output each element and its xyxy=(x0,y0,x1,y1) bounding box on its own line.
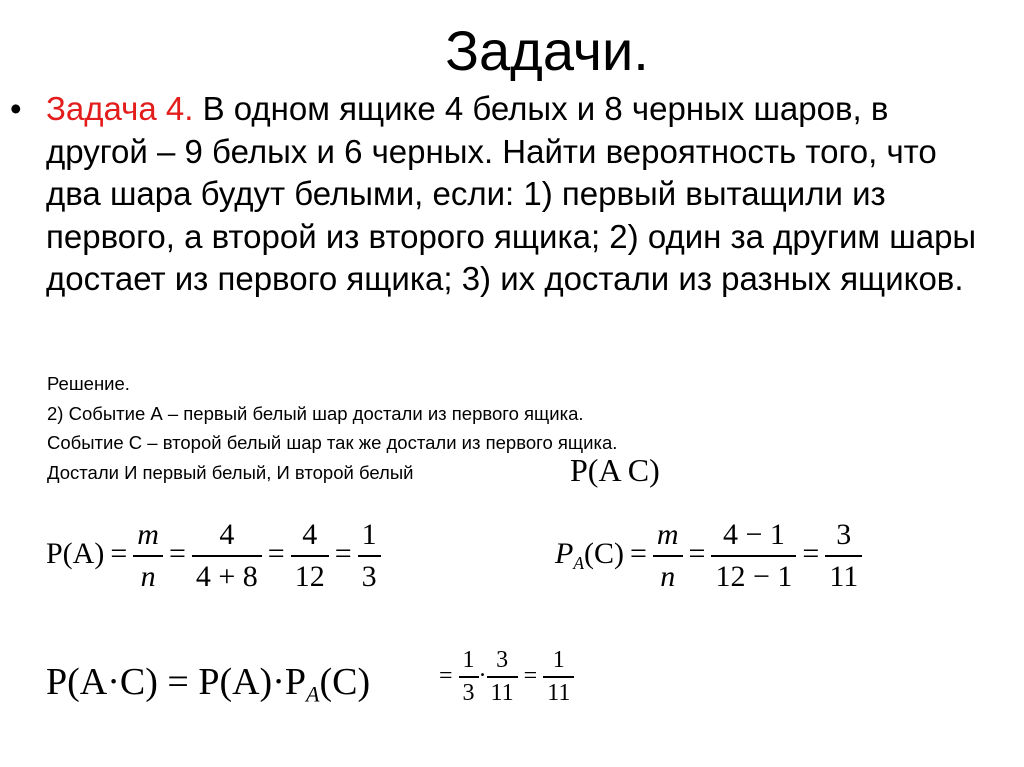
product-rule-subscript: A xyxy=(306,681,320,707)
fraction-num: 1 xyxy=(462,647,475,673)
product-rule-main: P(A·C) = P(A)·P xyxy=(46,661,306,703)
fraction-num: 1 xyxy=(552,647,565,673)
fraction-num: 3 xyxy=(496,647,509,673)
fraction-den: 11 xyxy=(825,555,862,597)
fraction-den: 4 + 8 xyxy=(192,555,262,597)
fraction-4-over-12 xyxy=(291,515,329,597)
fraction-1-over-3 xyxy=(358,515,381,597)
fraction-3-over-11 xyxy=(825,515,862,597)
task-paragraph xyxy=(10,88,996,301)
equals-sign: = xyxy=(267,536,285,570)
formula-pa-c-lhs: $P_A(C)$ xyxy=(555,536,624,573)
solution-line-2: Событие С – второй белый шар так же достали из первого ящика. xyxy=(47,432,618,453)
solution-heading: Решение. xyxy=(47,373,130,394)
equals-sign: = xyxy=(629,536,647,570)
solution-line-1: 2) Событие А – первый белый шар достали из первого ящика. xyxy=(47,402,584,424)
solution-block xyxy=(47,369,807,487)
fraction-m-n xyxy=(653,515,683,597)
fraction-num: 4 xyxy=(219,518,235,551)
fraction-den: 12 xyxy=(291,555,329,597)
fraction-den: n xyxy=(133,555,163,597)
fraction-num: 4 − 1 xyxy=(722,518,785,551)
fraction-den: 11 xyxy=(487,676,518,709)
fraction-num: m xyxy=(656,518,679,551)
equals-sign: = xyxy=(334,536,352,570)
fraction-4-over-4-plus-8 xyxy=(192,515,262,597)
fraction-num: 4 xyxy=(302,518,318,551)
fraction-4-minus-1-over-12-minus-1 xyxy=(711,515,796,597)
formula-product-result xyxy=(433,645,574,709)
fraction-m-n xyxy=(133,515,163,597)
slide-title: Задачи. xyxy=(445,19,649,82)
equals-sign: = xyxy=(688,536,706,570)
fraction-den: n xyxy=(653,555,683,597)
formula-p-a xyxy=(46,515,381,597)
bullet-icon: • xyxy=(10,90,22,127)
fraction-den: 12 − 1 xyxy=(711,555,796,597)
fraction-1-over-3 xyxy=(459,645,479,709)
formula-p-a-c: P(A C) xyxy=(570,452,660,488)
equals-sign: = xyxy=(110,536,128,570)
task-label: Задача 4. xyxy=(46,90,194,127)
fraction-num: 3 xyxy=(836,518,852,551)
fraction-1-over-11 xyxy=(543,645,574,709)
fraction-den: 3 xyxy=(358,555,381,597)
equals-sign: = xyxy=(523,662,538,689)
solution-line-3: Достали И первый белый, И второй белый xyxy=(47,461,414,483)
formula-product-rule xyxy=(46,657,370,720)
fraction-num: 1 xyxy=(361,518,377,551)
product-rule-tail: (C) xyxy=(319,661,371,703)
fraction-3-over-11 xyxy=(487,645,518,709)
fraction-num: m xyxy=(137,518,159,551)
equals-sign: = xyxy=(168,536,186,570)
equals-sign: = xyxy=(439,662,453,689)
equals-sign: = xyxy=(802,536,820,570)
fraction-den: 3 xyxy=(459,676,479,709)
formula-pa-c xyxy=(555,515,862,597)
formula-p-a-lhs: P(A) xyxy=(46,536,105,570)
task-text: В одном ящике 4 белых и 8 черных шаров, в другой – 9 белых и 6 черных. Найти вероятность того, что два шара будут белыми, если: 1) первый вытащили из первого, а второй из второго ящика; 2) один за другим шары достает из первого ящика; 3) их достали из разных ящиков. xyxy=(46,90,977,297)
fraction-den: 11 xyxy=(543,676,574,709)
multiply-dot: · xyxy=(478,662,487,689)
